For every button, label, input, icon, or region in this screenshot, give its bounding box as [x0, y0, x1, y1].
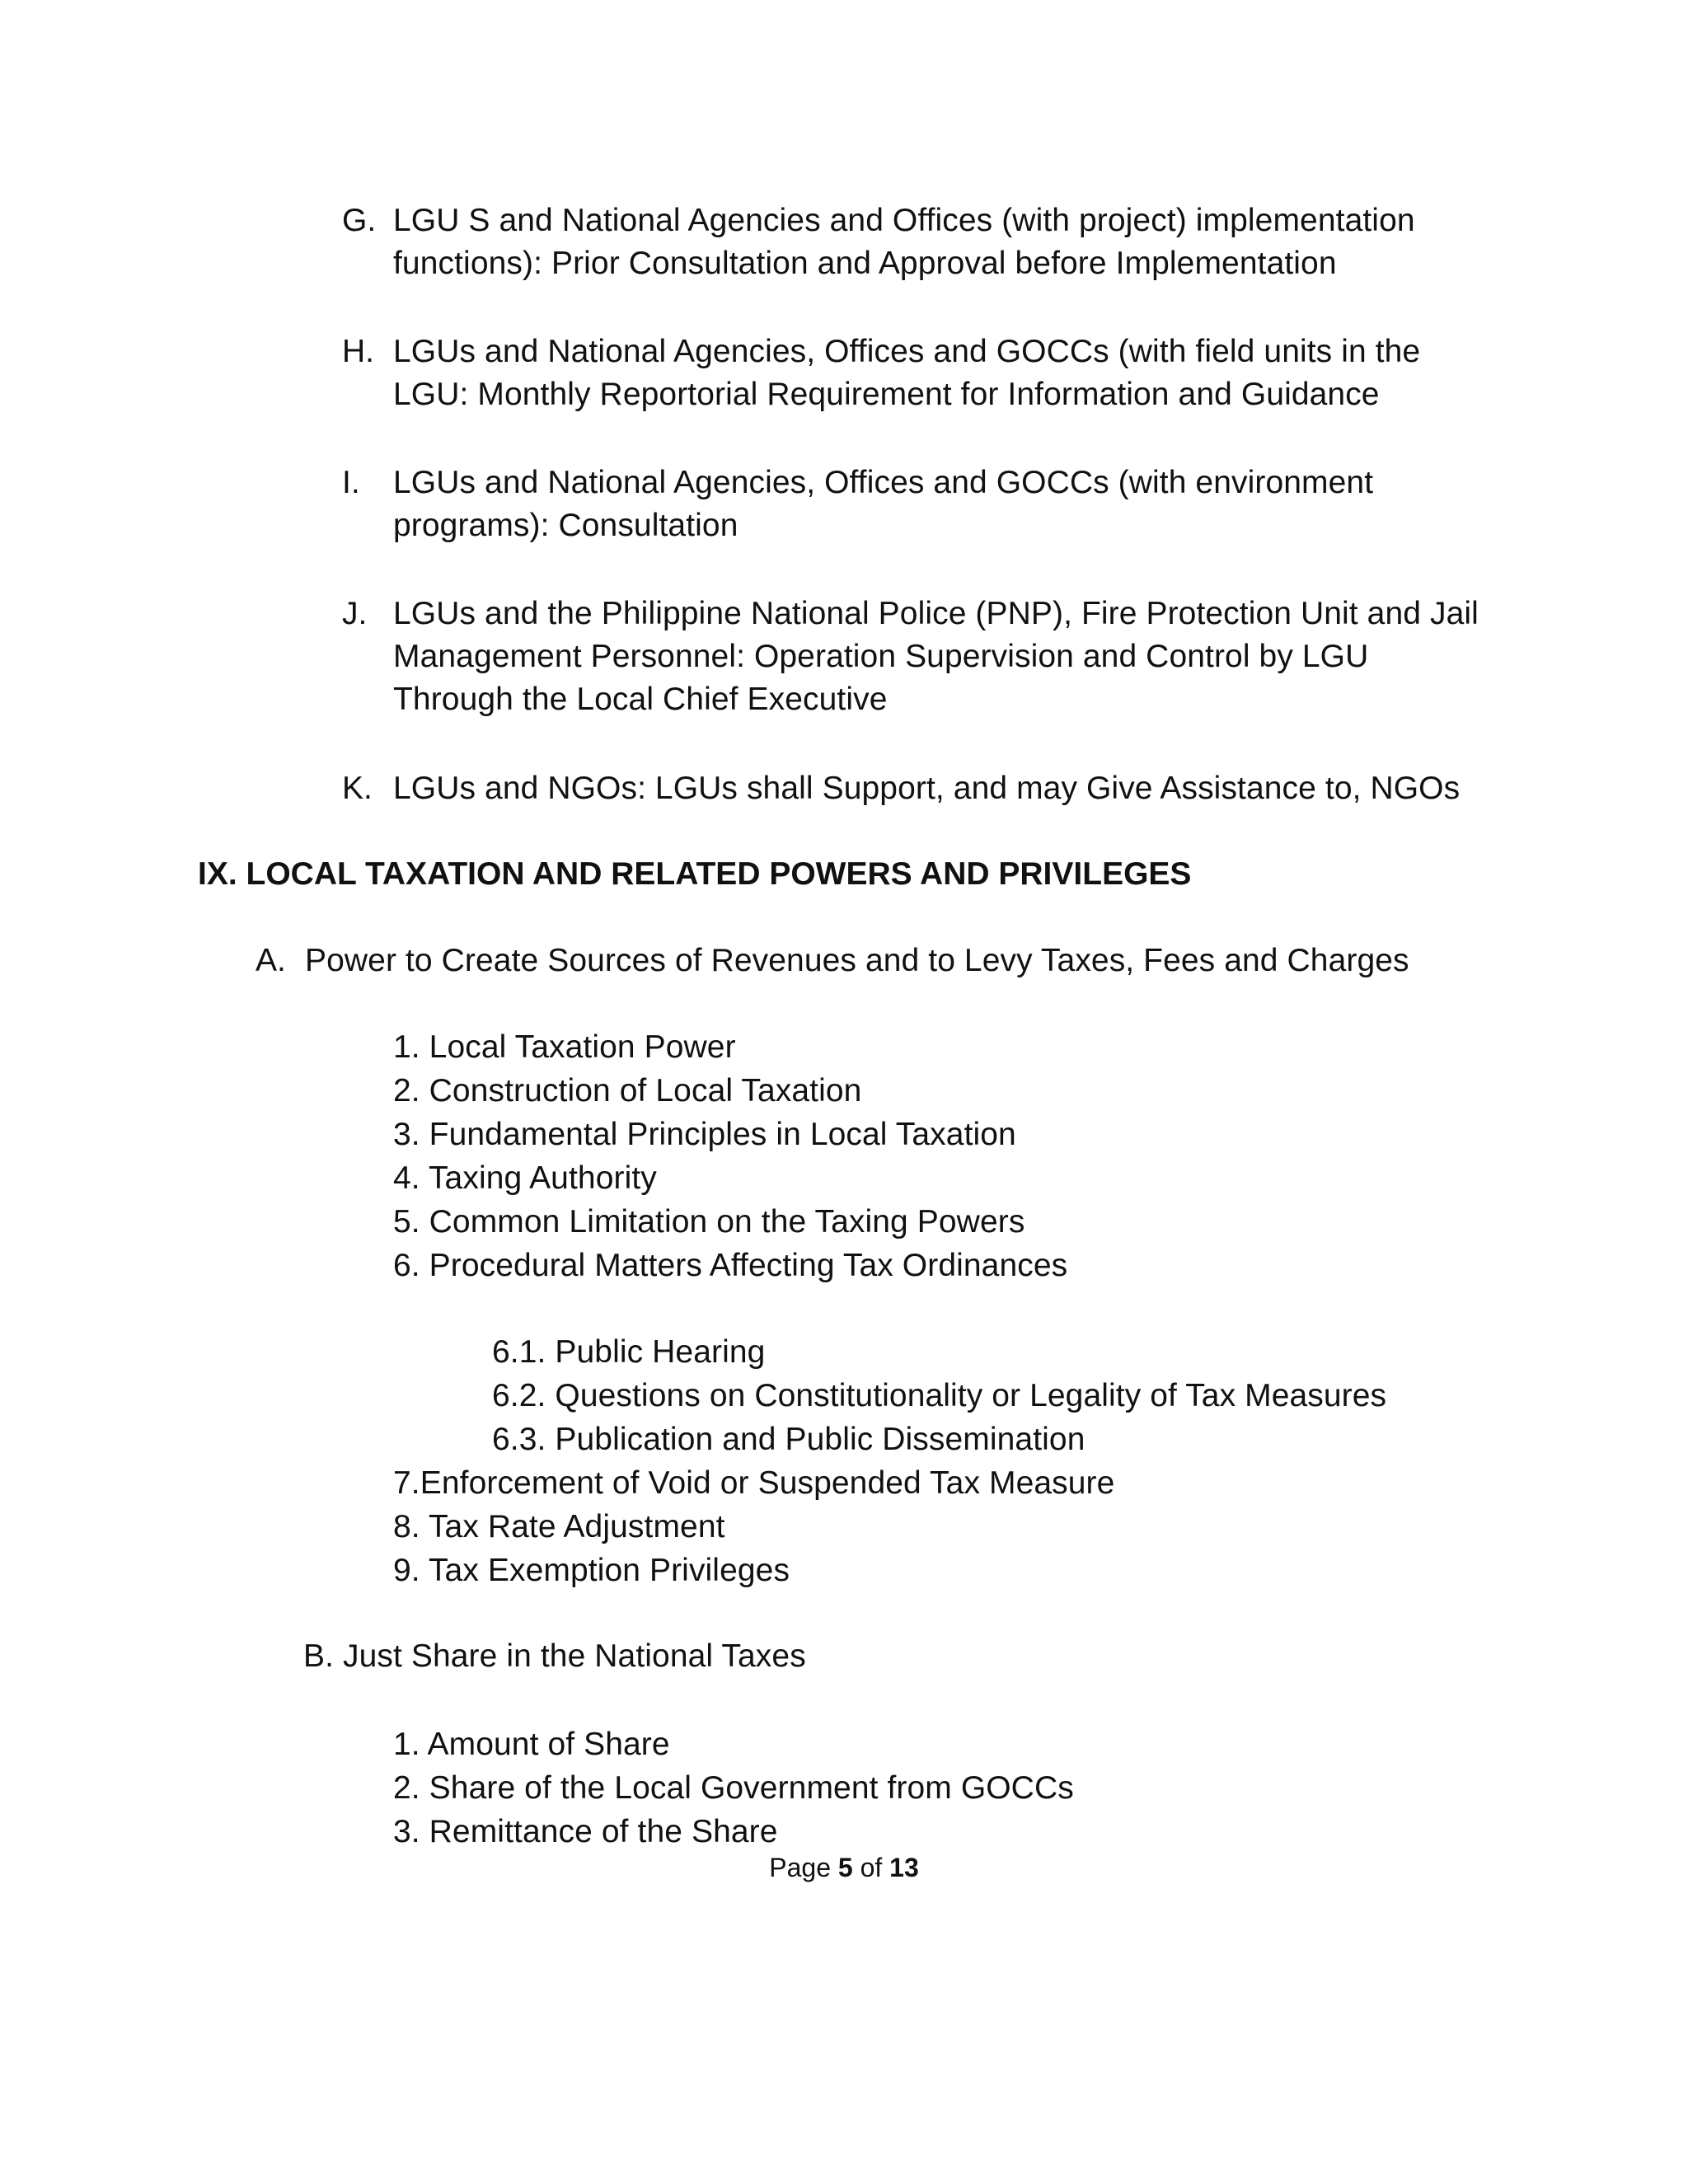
list-item: 6. Procedural Matters Affecting Tax Ordinances	[393, 1248, 1068, 1283]
footer-page-number: 5	[837, 1853, 853, 1882]
list-item: 8. Tax Rate Adjustment	[393, 1509, 725, 1544]
sub-list-item: 6.2. Questions on Constitutionality or Legality of Tax Measures	[492, 1378, 1387, 1413]
list-item: 9. Tax Exemption Privileges	[393, 1553, 790, 1588]
item-j-line-1: LGUs and the Philippine National Police (PNP), Fire Protection Unit and Jail	[393, 596, 1479, 631]
list-item: 1. Local Taxation Power	[393, 1029, 736, 1065]
sub-list-item: 6.1. Public Hearing	[492, 1334, 766, 1370]
list-marker-j: J.	[342, 596, 368, 631]
item-i-line-1: LGUs and National Agencies, Offices and GOCCs (with environment	[393, 465, 1374, 500]
item-i-line-2: programs): Consultation	[393, 508, 738, 543]
page-footer	[0, 1849, 1688, 1886]
subsection-a-title: Power to Create Sources of Revenues and to Levy Taxes, Fees and Charges	[305, 943, 1409, 978]
list-marker-k: K.	[342, 771, 373, 806]
item-h-line-1: LGUs and National Agencies, Offices and GOCCs (with field units in the	[393, 334, 1421, 369]
list-marker-a: A.	[256, 943, 286, 978]
item-j-line-3: Through the Local Chief Executive	[393, 682, 888, 717]
list-item: 3. Fundamental Principles in Local Taxation	[393, 1117, 1016, 1152]
item-k-line-1: LGUs and NGOs: LGUs shall Support, and may Give Assistance to, NGOs	[393, 771, 1461, 806]
subsection-b-title: B. Just Share in the National Taxes	[303, 1638, 806, 1674]
list-marker-h: H.	[342, 334, 374, 369]
item-h-line-2: LGU: Monthly Reportorial Requirement for Information and Guidance	[393, 377, 1380, 412]
item-j-line-2: Management Personnel: Operation Supervision and Control by LGU	[393, 639, 1369, 674]
item-g-line-2: functions): Prior Consultation and Approval before Implementation	[393, 246, 1337, 281]
list-marker-i: I.	[342, 465, 360, 500]
list-item: 5. Common Limitation on the Taxing Powers	[393, 1204, 1025, 1240]
list-item: 7.Enforcement of Void or Suspended Tax Measure	[393, 1465, 1115, 1501]
list-item: 2. Construction of Local Taxation	[393, 1073, 862, 1108]
sub-list-item: 6.3. Publication and Public Dissemination	[492, 1422, 1085, 1457]
footer-page-total: 13	[889, 1853, 919, 1882]
list-item: 2. Share of the Local Government from GOCCs	[393, 1770, 1074, 1806]
list-marker-g: G.	[342, 203, 377, 238]
item-g-line-1: LGU S and National Agencies and Offices (with project) implementation	[393, 203, 1415, 238]
footer-prefix: Page	[769, 1853, 831, 1882]
list-item: 1. Amount of Share	[393, 1727, 670, 1762]
list-item: 3. Remittance of the Share	[393, 1814, 778, 1849]
list-item: 4. Taxing Authority	[393, 1160, 657, 1196]
section-heading-ix: IX. LOCAL TAXATION AND RELATED POWERS AND PRIVILEGES	[198, 856, 1192, 892]
footer-of: of	[860, 1853, 883, 1882]
